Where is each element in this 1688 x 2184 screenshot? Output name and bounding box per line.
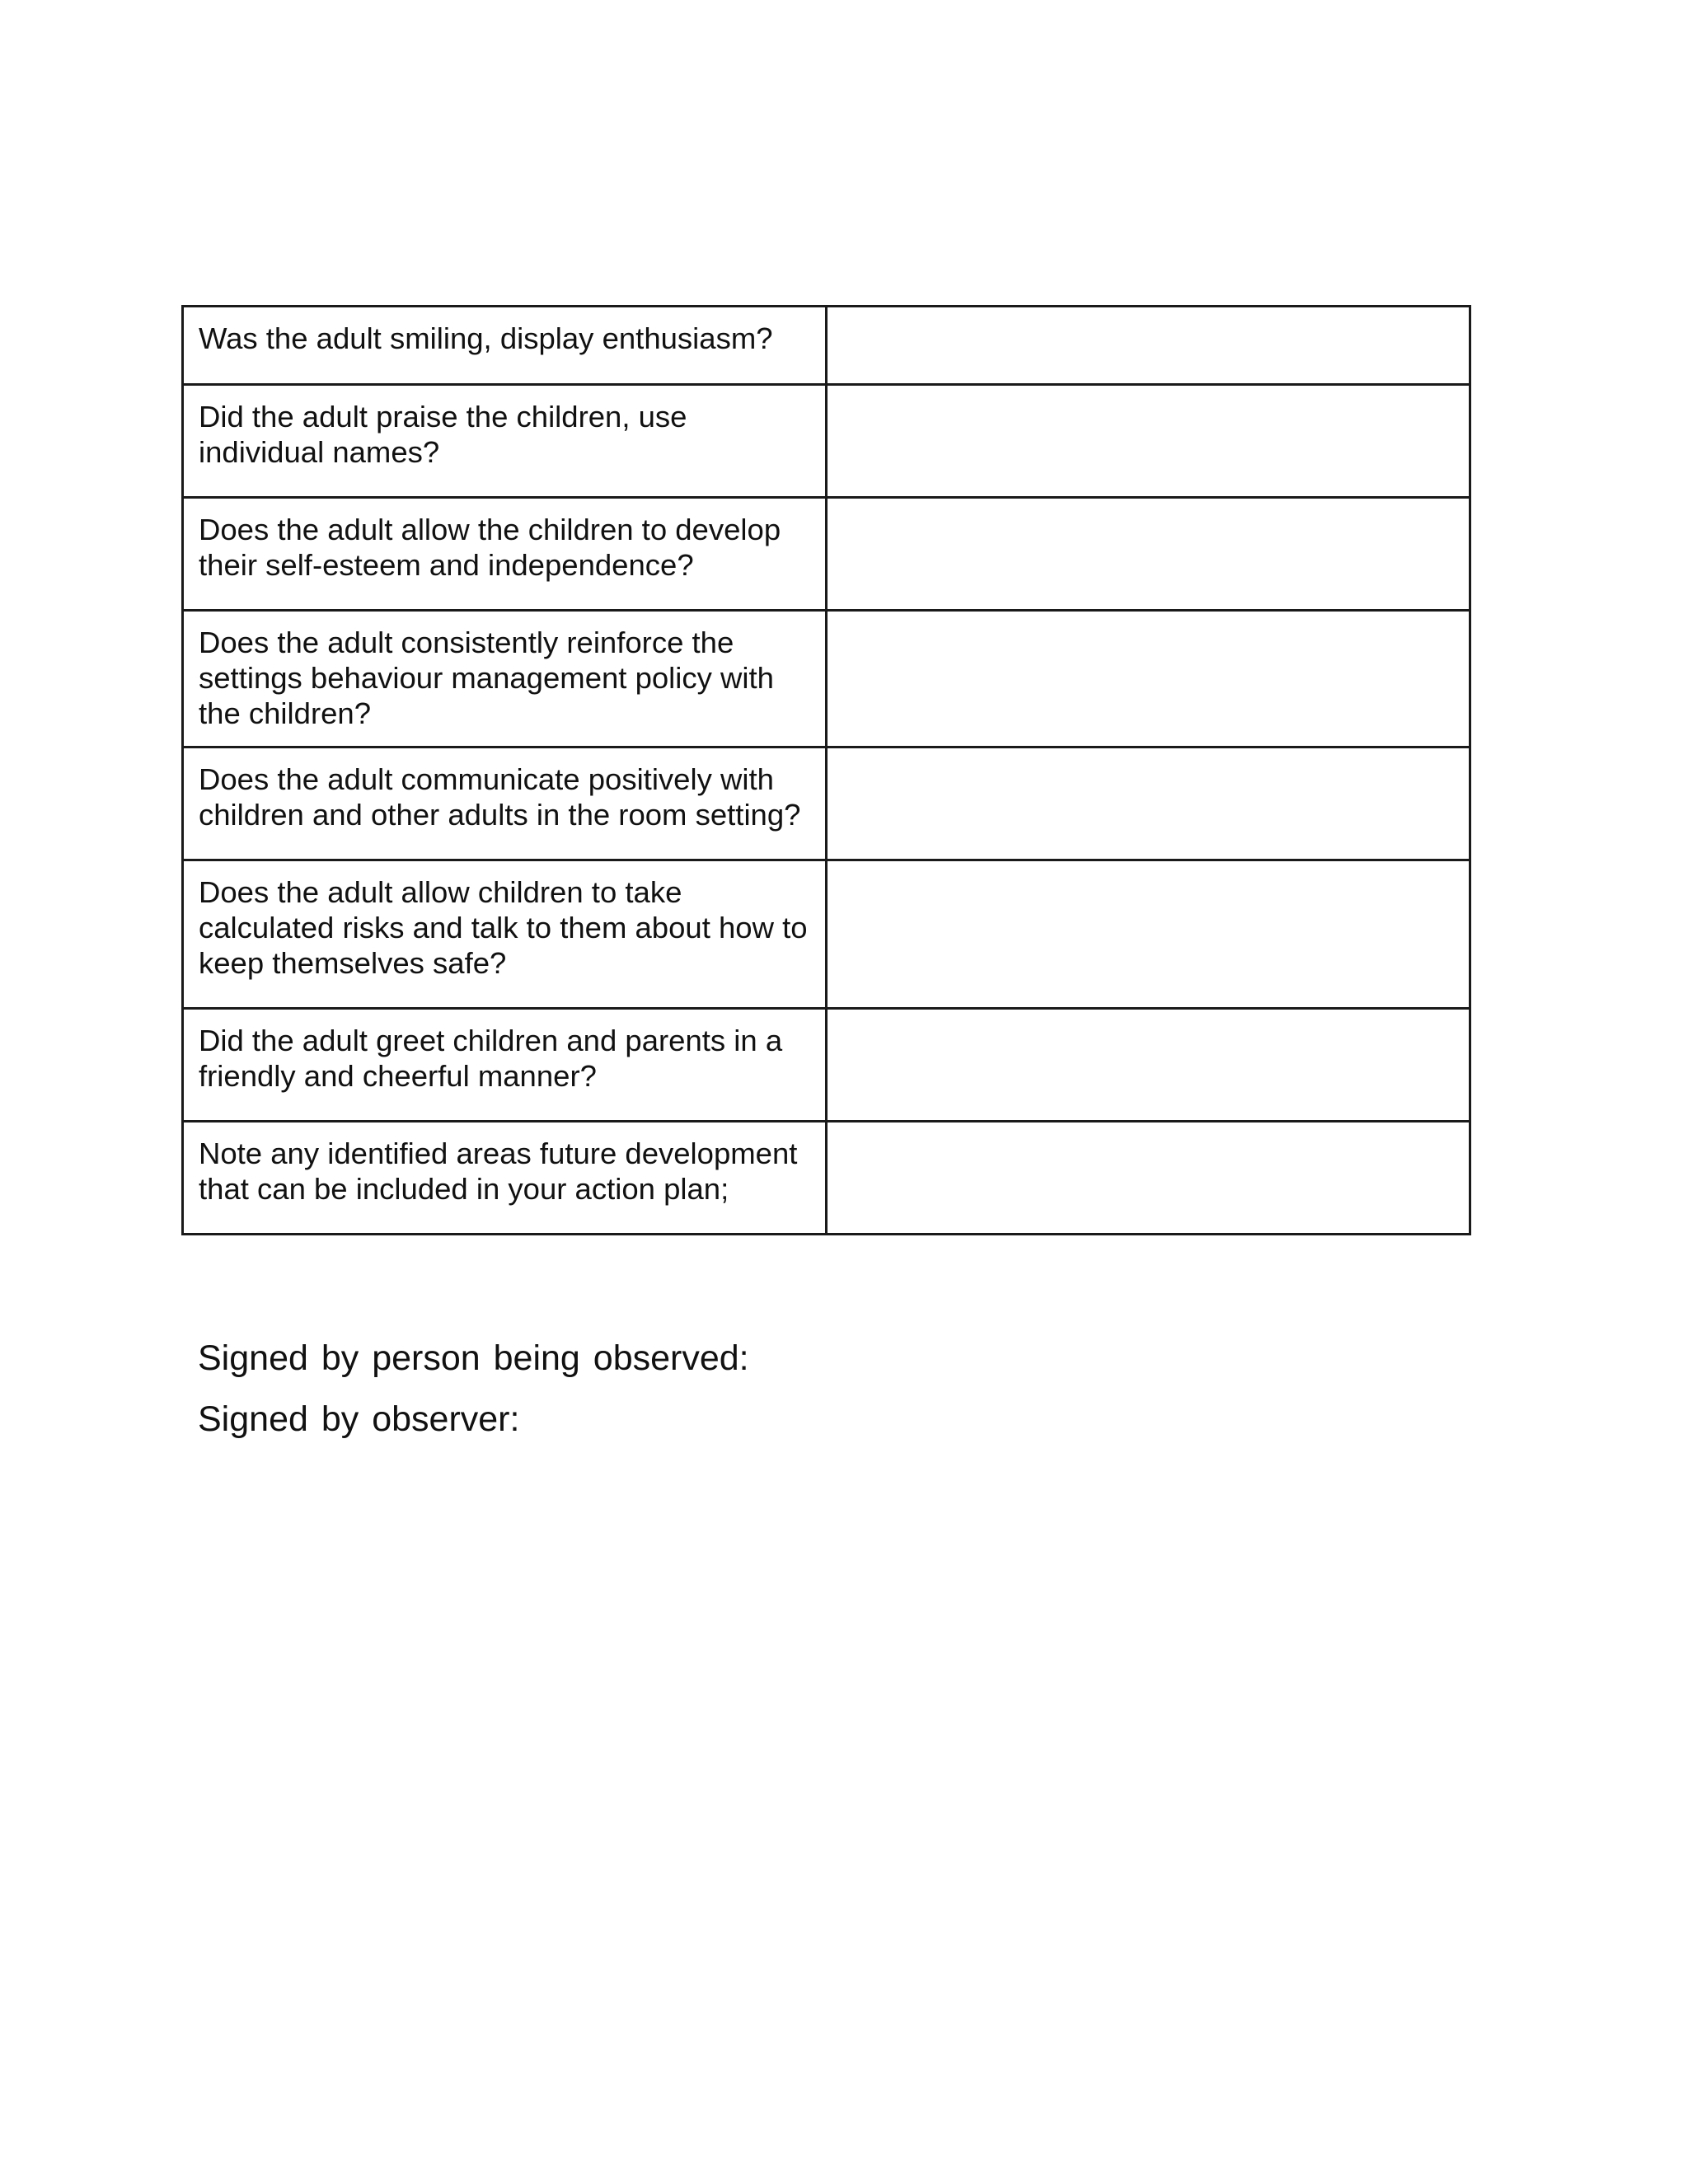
signed-by-observed-label: Signed by person being observed: bbox=[198, 1338, 749, 1378]
answer-cell[interactable] bbox=[827, 385, 1470, 498]
answer-cell[interactable] bbox=[827, 611, 1470, 748]
question-cell bbox=[183, 611, 827, 748]
table-row bbox=[183, 307, 1470, 385]
answer-cell[interactable] bbox=[827, 1009, 1470, 1122]
table-row bbox=[183, 748, 1470, 860]
table-row bbox=[183, 385, 1470, 498]
answer-cell[interactable] bbox=[827, 307, 1470, 385]
question-text: Was the adult smiling, display enthusiasm? bbox=[199, 321, 773, 355]
signature-section bbox=[198, 1337, 1352, 1459]
answer-cell[interactable] bbox=[827, 498, 1470, 611]
question-cell bbox=[183, 385, 827, 498]
answer-cell[interactable] bbox=[827, 748, 1470, 860]
answer-cell[interactable] bbox=[827, 1122, 1470, 1235]
question-text: Does the adult allow children to take calculated risks and talk to them about how to keep themselves safe? bbox=[199, 875, 808, 980]
question-cell bbox=[183, 307, 827, 385]
question-cell bbox=[183, 860, 827, 1009]
table-row bbox=[183, 498, 1470, 611]
observation-table bbox=[181, 305, 1471, 1235]
table-row bbox=[183, 860, 1470, 1009]
question-text: Did the adult praise the children, use individual names? bbox=[199, 400, 687, 469]
question-text: Did the adult greet children and parents in a friendly and cheerful manner? bbox=[199, 1024, 783, 1093]
question-cell bbox=[183, 1122, 827, 1235]
signed-by-observer-label: Signed by observer: bbox=[198, 1399, 520, 1439]
question-text: Note any identified areas future development that can be included in your action plan; bbox=[199, 1137, 798, 1206]
table-row bbox=[183, 1009, 1470, 1122]
question-cell bbox=[183, 1009, 827, 1122]
table-row bbox=[183, 1122, 1470, 1235]
question-text: Does the adult communicate positively with children and other adults in the room setting? bbox=[199, 762, 801, 832]
table-row bbox=[183, 611, 1470, 748]
answer-cell[interactable] bbox=[827, 860, 1470, 1009]
question-cell bbox=[183, 748, 827, 860]
question-text: Does the adult consistently reinforce the settings behaviour management policy with the children? bbox=[199, 626, 774, 730]
question-cell bbox=[183, 498, 827, 611]
question-text: Does the adult allow the children to develop their self-esteem and independence? bbox=[199, 513, 781, 582]
